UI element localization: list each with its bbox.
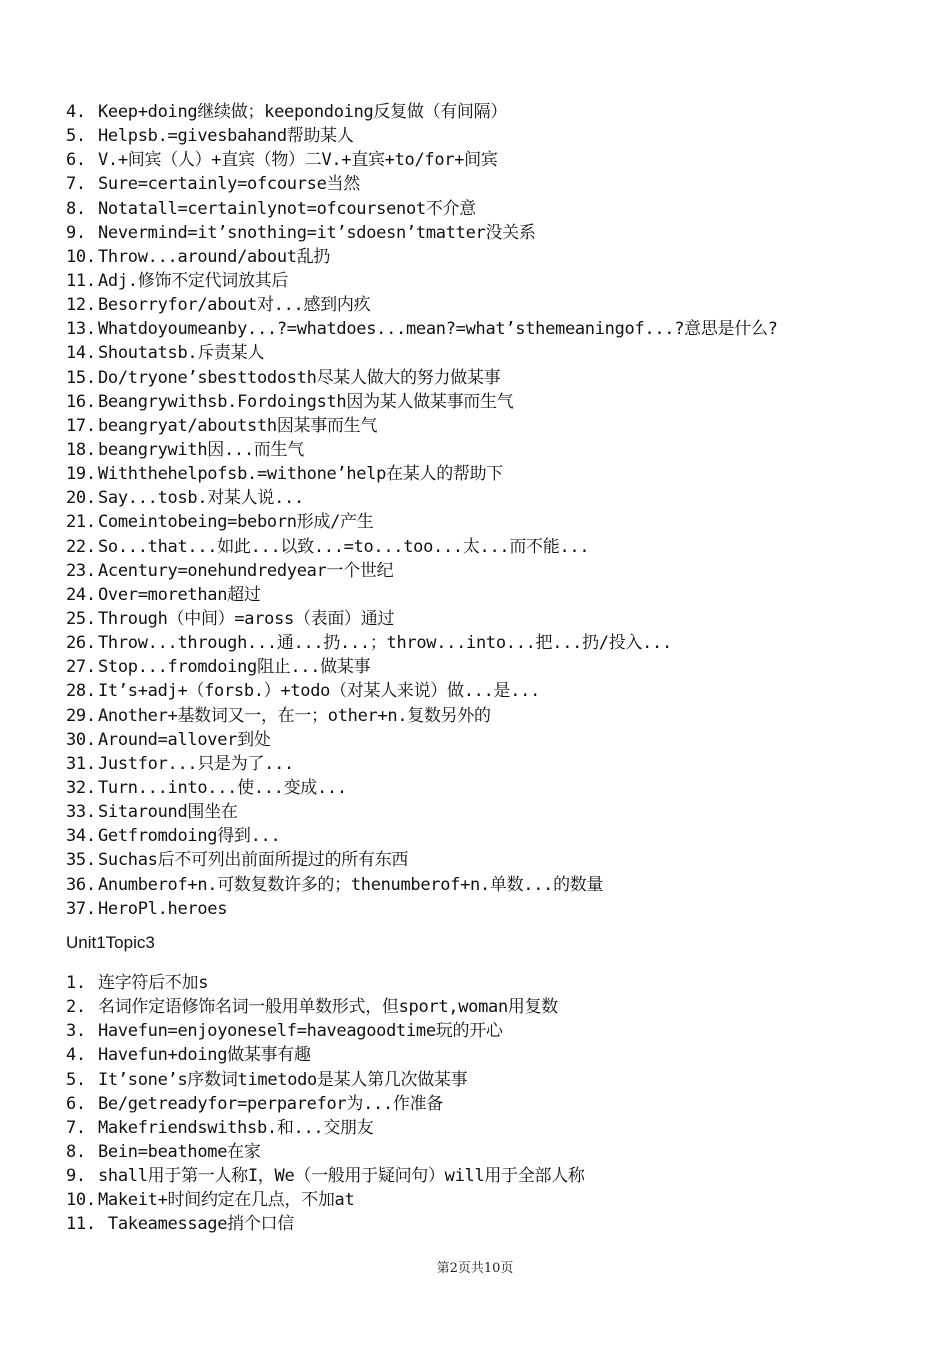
item-number: 10. xyxy=(66,1190,96,1211)
item-number: 8. xyxy=(66,1141,86,1162)
item-number: 5. xyxy=(66,126,86,147)
item-number: 22. xyxy=(66,536,96,557)
item-number: 11. xyxy=(66,1214,96,1235)
item-text: Say...tosb.对某人说... xyxy=(98,488,304,509)
item-number: 5. xyxy=(66,1069,86,1090)
phrase-list-unit1-topic3 xyxy=(66,971,585,1237)
page-footer: 第2页共10页 xyxy=(436,1261,514,1276)
item-number: 9. xyxy=(66,1166,86,1187)
item-number: 19. xyxy=(66,464,96,485)
item-number: 36. xyxy=(66,874,96,895)
list-item xyxy=(66,995,585,1019)
list-item xyxy=(66,124,778,148)
item-text: Nevermind=it’snothing=it’sdoesn’tmatter没关系 xyxy=(98,222,536,243)
item-number: 6. xyxy=(66,1093,86,1114)
item-number: 21. xyxy=(66,512,96,533)
item-number: 8. xyxy=(66,198,86,219)
item-number: 24. xyxy=(66,584,96,605)
item-number: 1. xyxy=(66,973,86,993)
list-item xyxy=(66,583,778,607)
list-item xyxy=(66,752,778,776)
item-number: 12. xyxy=(66,295,96,316)
item-text: Suchas后不可列出前面所提过的所有东西 xyxy=(98,850,409,871)
list-item xyxy=(66,704,778,728)
item-text: Acentury=onehundredyear一个世纪 xyxy=(98,560,394,581)
item-text: V.+间宾（人）+直宾（物）二V.+直宾+to/for+间宾 xyxy=(98,150,498,171)
item-text: Sitaround围坐在 xyxy=(98,802,238,823)
list-item xyxy=(66,1164,585,1188)
item-text: Keep+doing继续做；keepondoing反复做（有间隔） xyxy=(98,102,508,122)
list-item xyxy=(66,197,778,221)
item-number: 17. xyxy=(66,415,96,436)
list-item xyxy=(66,679,778,703)
list-item xyxy=(66,269,778,293)
item-text: Justfor...只是为了... xyxy=(98,753,294,774)
item-number: 23. xyxy=(66,560,96,581)
item-number: 31. xyxy=(66,753,96,774)
item-number: 32. xyxy=(66,777,96,798)
item-text: Makefriendswithsb.和...交朋友 xyxy=(98,1117,374,1138)
list-item xyxy=(66,293,778,317)
item-text: Havefun+doing做某事有趣 xyxy=(98,1045,311,1066)
item-text: Makeit+时间约定在几点，不加at xyxy=(98,1190,355,1211)
list-item xyxy=(66,341,778,365)
item-text: Adj.修饰不定代词放其后 xyxy=(98,270,289,291)
list-item xyxy=(66,1068,585,1092)
list-item xyxy=(66,776,778,800)
item-text: beangrywith因...而生气 xyxy=(98,439,304,460)
item-number: 4. xyxy=(66,1045,86,1066)
item-number: 20. xyxy=(66,488,96,509)
item-text: Sure=certainly=ofcourse当然 xyxy=(98,174,360,195)
item-number: 29. xyxy=(66,705,96,726)
item-text: Another+基数词又一，在一；other+n.复数另外的 xyxy=(98,705,491,726)
item-number: 27. xyxy=(66,657,96,678)
item-text: Getfromdoing得到... xyxy=(98,826,281,847)
item-text: Turn...into...使...变成... xyxy=(98,777,347,798)
list-item xyxy=(66,848,778,872)
list-item xyxy=(66,607,778,631)
list-item xyxy=(66,559,778,583)
item-text: 连字符后不加s xyxy=(98,973,209,993)
list-item xyxy=(66,535,778,559)
item-number: 18. xyxy=(66,439,96,460)
item-number: 25. xyxy=(66,608,96,629)
list-item xyxy=(66,728,778,752)
item-text: 名词作定语修饰名词一般用单数形式，但sport,woman用复数 xyxy=(98,997,558,1018)
list-item xyxy=(66,824,778,848)
list-item xyxy=(66,510,778,534)
item-text: Do/tryone’sbesttodosth尽某人做大的努力做某事 xyxy=(98,367,501,388)
item-text: beangryat/aboutsth因某事而生气 xyxy=(98,415,378,436)
item-number: 10. xyxy=(66,246,96,267)
list-item xyxy=(66,390,778,414)
item-text: Helpsb.=givesbahand帮助某人 xyxy=(98,126,354,147)
item-number: 7. xyxy=(66,1117,86,1138)
item-number: 28. xyxy=(66,681,96,702)
item-text: Besorryfor/about对...感到内疚 xyxy=(98,295,371,316)
item-text: Be/getreadyfor=perparefor为...作准备 xyxy=(98,1093,443,1114)
item-text: Throw...around/about乱扔 xyxy=(98,246,331,267)
item-number: 9. xyxy=(66,222,86,243)
item-text: Notatall=certainlynot=ofcoursenot不介意 xyxy=(98,198,476,219)
list-item xyxy=(66,1188,585,1212)
item-number: 3. xyxy=(66,1021,86,1042)
section-heading: Unit1Topic3 xyxy=(66,933,155,952)
list-item xyxy=(66,800,778,824)
item-number: 33. xyxy=(66,802,96,823)
item-text: Withthehelpofsb.=withone’help在某人的帮助下 xyxy=(98,464,504,485)
item-number: 14. xyxy=(66,343,96,364)
item-text: Around=allover到处 xyxy=(98,729,271,750)
item-text: shall用于第一人称I，We（一般用于疑问句）will用于全部人称 xyxy=(98,1166,585,1187)
item-text: Comeintobeing=beborn形成/产生 xyxy=(98,512,374,533)
list-item xyxy=(66,245,778,269)
list-item xyxy=(66,873,778,897)
item-number: 34. xyxy=(66,826,96,847)
item-number: 6. xyxy=(66,150,86,171)
item-text: Shoutatsb.斥责某人 xyxy=(98,343,265,364)
item-text: It’sone’s序数词timetodo是某人第几次做某事 xyxy=(98,1069,468,1090)
item-text: HeroPl.heroes xyxy=(98,898,228,919)
item-number: 2. xyxy=(66,997,86,1018)
list-item xyxy=(66,100,778,124)
list-item xyxy=(66,486,778,510)
item-text: Over=morethan超过 xyxy=(98,584,261,605)
item-text: Bein=beathome在家 xyxy=(98,1141,261,1162)
item-number: 37. xyxy=(66,898,96,919)
item-text: Anumberof+n.可数复数许多的；thenumberof+n.单数...的数量 xyxy=(98,874,604,895)
item-number: 26. xyxy=(66,633,96,654)
list-item xyxy=(66,655,778,679)
item-text: So...that...如此...以致...=to...too...太...而不能... xyxy=(98,536,590,557)
item-number: 35. xyxy=(66,850,96,871)
item-number: 13. xyxy=(66,319,96,340)
list-item xyxy=(66,148,778,172)
item-text: It’s+adj+（forsb.）+todo（对某人来说）做...是... xyxy=(98,681,541,702)
list-item xyxy=(66,317,778,341)
item-number: 15. xyxy=(66,367,96,388)
item-text: Havefun=enjoyoneself=haveagoodtime玩的开心 xyxy=(98,1021,503,1042)
list-item xyxy=(66,971,585,995)
list-item xyxy=(66,1092,585,1116)
item-text: Whatdoyoumeanby...?=whatdoes...mean?=what’sthemeaningof...?意思是什么? xyxy=(98,319,778,340)
item-text: Stop...fromdoing阻止...做某事 xyxy=(98,657,371,678)
item-number: 4. xyxy=(66,102,86,122)
list-item xyxy=(66,1019,585,1043)
list-item xyxy=(66,1212,585,1236)
item-number: 30. xyxy=(66,729,96,750)
list-item xyxy=(66,462,778,486)
list-item xyxy=(66,1043,585,1067)
list-item xyxy=(66,438,778,462)
list-item xyxy=(66,366,778,390)
item-text: Through（中间）=aross（表面）通过 xyxy=(98,608,395,629)
item-text: Beangrywithsb.Fordoingsth因为某人做某事而生气 xyxy=(98,391,514,412)
item-text: Takeamessage捎个口信 xyxy=(98,1214,294,1235)
item-text: Throw...through...通...扔...；throw...into...把...扔/投入... xyxy=(98,633,672,654)
list-item xyxy=(66,631,778,655)
list-item xyxy=(66,172,778,196)
list-item xyxy=(66,1140,585,1164)
list-item xyxy=(66,1116,585,1140)
list-item xyxy=(66,221,778,245)
list-item xyxy=(66,414,778,438)
list-item xyxy=(66,897,778,921)
item-number: 7. xyxy=(66,174,86,195)
item-number: 11. xyxy=(66,270,96,291)
item-number: 16. xyxy=(66,391,96,412)
phrase-list-unit1-topic2 xyxy=(66,100,778,921)
